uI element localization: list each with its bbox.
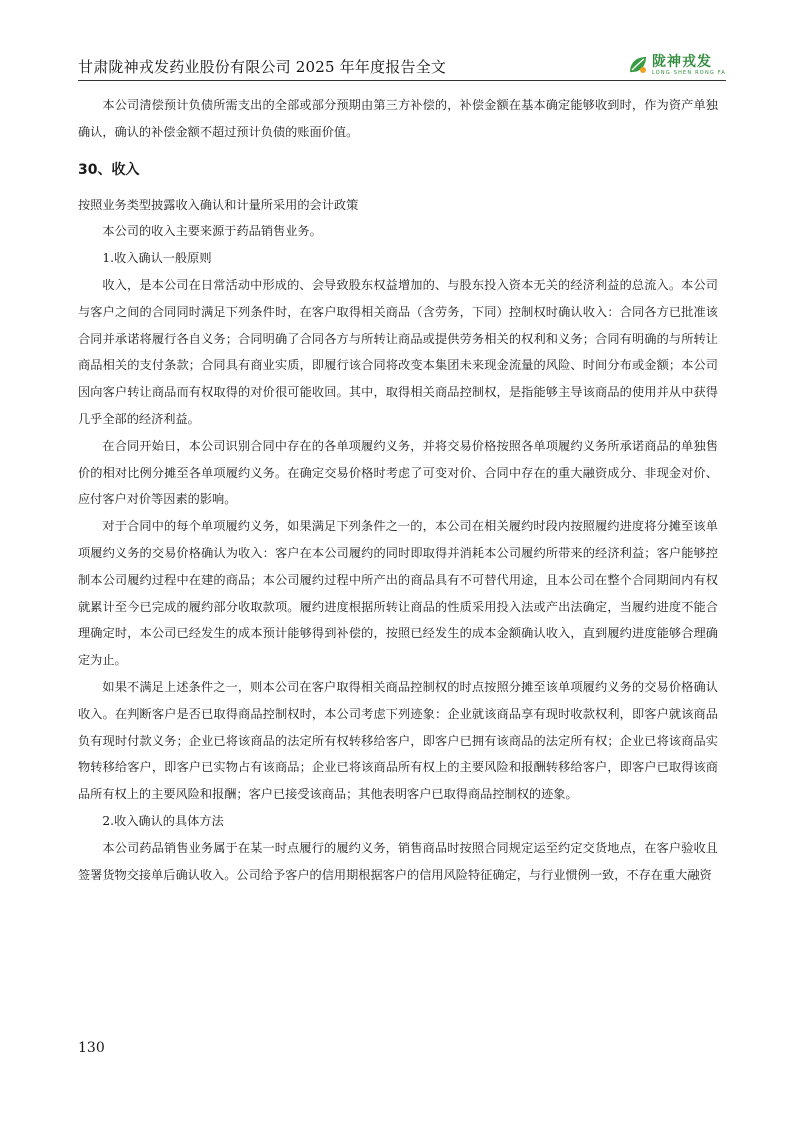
logo-leaf-icon bbox=[627, 54, 649, 76]
page-number: 130 bbox=[78, 1040, 105, 1056]
subheading: 1.收入确认一般原则 bbox=[102, 251, 212, 266]
company-logo bbox=[627, 52, 726, 78]
paragraph: 对于合同中的每个单项履约义务，如果满足下列条件之一的，本公司在相关履约时段内按照履约进度将分摊至该单项履约义务的交易价格确认为收入：客户在本公司履约的同时即取得并消耗本公司履约所带来的经济利益；客户能够控制本公司履约过程中在建的商品；本公司履约过程中所产出的商品具有不可替代用途，且本公司在整个合同期间内有权就累计至今已完成的履约部分收取款项。履约进度根据所转让商品的性质采用投入法或产出法确定，当履约进度不能合理确定时，本公司已经发生的成本预计能够得到补偿的，按照已经发生的成本金额确认收入，直到履约进度能够合理确定为止。 bbox=[78, 519, 718, 668]
paragraph: 本公司清偿预计负债所需支出的全部或部分预期由第三方补偿的，补偿金额在基本确定能够收到时，作为资产单独确认，确认的补偿金额不超过预计负债的账面价值。 bbox=[78, 98, 718, 139]
logo-en-text: LONG SHEN RONG FA bbox=[651, 69, 726, 76]
document-body bbox=[78, 92, 718, 888]
section-title: 30、收入 bbox=[78, 161, 140, 178]
header-rule bbox=[78, 80, 726, 81]
paragraph: 本公司的收入主要来源于药品销售业务。 bbox=[102, 224, 322, 239]
paragraph: 收入，是本公司在日常活动中形成的、会导致股东权益增加的、与股东投入资本无关的经济利益的总流入。本公司与客户之间的合同同时满足下列条件时，在客户取得相关商品（含劳务，下同）控制权时确认收入：合同各方已批准该合同并承诺将履行各自义务；合同明确了合同各方与所转让商品或提供劳务相关的权利和义务；合同有明确的与所转让商品相关的支付条款；合同具有商业实质，即履行该合同将改变本集团未来现金流量的风险、时间分布或金额；本公司因向客户转让商品而有权取得的对价很可能收回。其中，取得相关商品控制权，是指能够主导该商品的使用并从中获得几乎全部的经济利益。 bbox=[78, 277, 718, 426]
paragraph: 在合同开始日，本公司识别合同中存在的各单项履约义务，并将交易价格按照各单项履约义务所承诺商品的单独售价的相对比例分摊至各单项履约义务。在确定交易价格时考虑了可变对价、合同中存在的重大融资成分、非现金对价、应付客户对价等因素的影响。 bbox=[78, 438, 718, 507]
page-header bbox=[78, 50, 726, 84]
subheading: 2.收入确认的具体方法 bbox=[102, 813, 224, 828]
logo-cn-text: 陇神戎发 bbox=[651, 53, 712, 70]
header-title: 甘肃陇神戎发药业股份有限公司 2025 年年度报告全文 bbox=[78, 58, 447, 76]
logo-text bbox=[652, 55, 726, 76]
paragraph: 按照业务类型披露收入确认和计量所采用的会计政策 bbox=[78, 197, 359, 212]
paragraph: 如果不满足上述条件之一，则本公司在客户取得相关商品控制权的时点按照分摊至该单项履约义务的交易价格确认收入。在判断客户是否已取得商品控制权时，本公司考虑下列迹象：企业就该商品享有现时收款权利，即客户就该商品负有现时付款义务；企业已将该商品的法定所有权转移给客户，即客户已拥有该商品的法定所有权；企业已将该商品实物转移给客户，即客户已实物占有该商品；企业已将该商品所有权上的主要风险和报酬转移给客户，即客户已取得该商品所有权上的主要风险和报酬；客户已接受该商品；其他表明客户已取得商品控制权的迹象。 bbox=[78, 679, 718, 802]
paragraph: 本公司药品销售业务属于在某一时点履行的履约义务，销售商品时按照合同规定运至约定交货地点，在客户验收且签署货物交接单后确认收入。公司给予客户的信用期根据客户的信用风险特征确定，与行业惯例一致，不存在重大融资 bbox=[78, 840, 718, 882]
